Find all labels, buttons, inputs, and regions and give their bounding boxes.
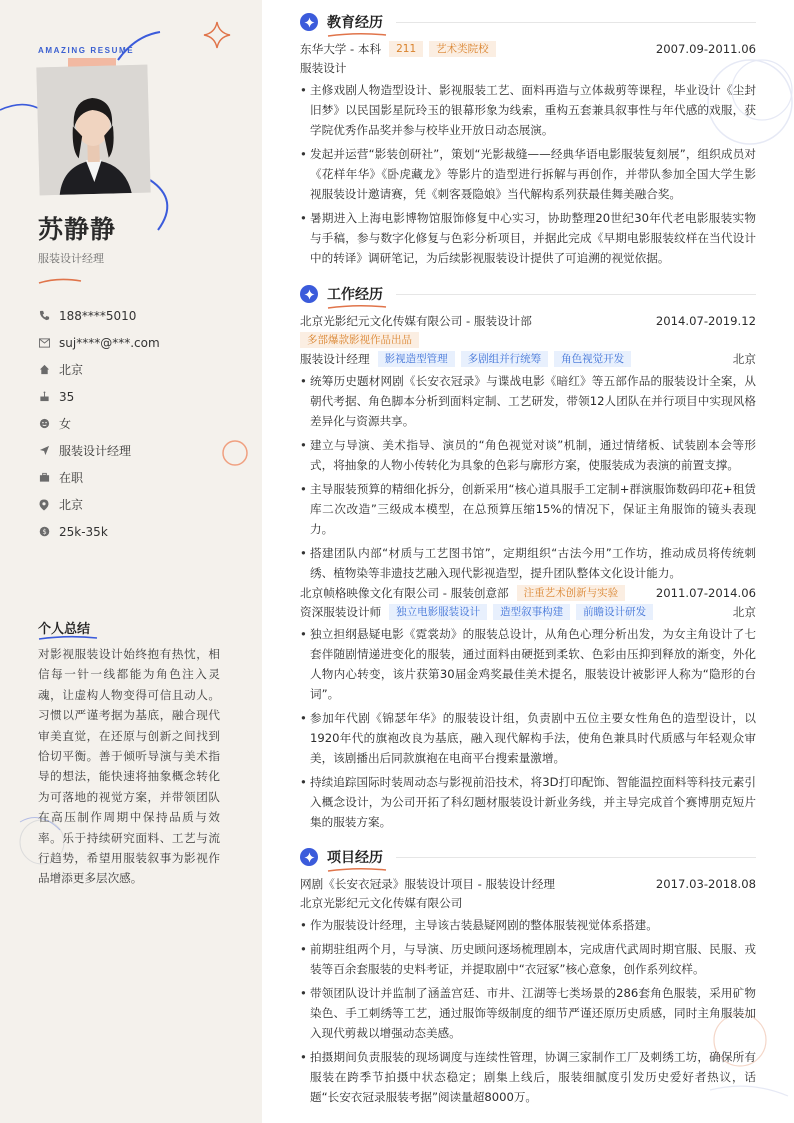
job-position-row [300,349,756,368]
contact-age-text: 35 [59,389,75,404]
phone-icon [38,310,50,322]
contact-location [38,491,160,518]
candidate-name: 苏静静 [38,215,117,244]
list-item: • 带领团队设计并监制了涵盖宫廷、市井、江湖等七类场景的286套角色服装，采用矿物染色、手工刺绣等工艺，通过服饰等级制度的细节严谨还原历史质感，同时主角服装加入现代剪裁以增强动态美感。 [300,983,756,1043]
major: 服装设计 [300,60,347,75]
contact-target-role [38,437,160,464]
list-item: • 前期驻组两个月，与导演、历史顾问逐场梳理剧本，完成唐代武周时期官服、民服、戎装等百余套服装的史料考证，并提取剧中“衣冠冢”核心意象，创作系列纹样。 [300,939,756,979]
section-sparkle-icon [300,848,318,866]
contact-gender [38,410,160,437]
send-icon [38,445,50,457]
position-tag: 角色视觉开发 [554,351,631,367]
list-item: • 统筹历史题材网剧《长安衣冠录》与谍战电影《暗红》等五部作品的服装设计全案，从朝代考据、角色脚本分析到面料定制、工艺研发，带领12人团队在并行项目中实现风格差异化与资源共享。 [300,371,756,431]
job-city: 北京 [732,604,756,619]
project-company-row [300,893,756,912]
list-item: • 作为服装设计经理，主导该古装悬疑网剧的整体服装视觉体系搭建。 [300,915,756,935]
project-name-row [300,874,756,893]
summary-underline [38,634,98,642]
job-date: 2014.07-2019.12 [655,313,756,328]
education-section-header [300,12,383,32]
list-item: • 主导服装预算的精细化拆分，创新采用“核心道具服手工定制+群演服饰数码印花+租赁库二次改造”三级成本模型，在总预算压缩15%的情况下，保证主角服饰的镜头表现力。 [300,479,756,539]
education-bullets [300,80,756,268]
briefcase-icon [38,472,50,484]
school-tag-211: 211 [389,41,423,57]
job-entry-1 [300,311,756,587]
amazing-resume-badge: AMAZING RESUME [38,46,135,55]
candidate-job-title: 服装设计经理 [38,252,104,265]
summary-text: 对影视服装设计始终抱有热忱，相信每一针一线都能为角色注入灵魂，让虚构人物变得可信且动人。习惯以严谨考据为基底，融合现代审美直觉，在还原与创新之间找到恰切平衡。善于倾听导演与美术指导的想法，能快速将抽象概念转化为可落地的视觉方案，并带领团队在高压制作周期中保持品质与效率。乐于持续研究面料、工艺与流行趋势，希望用服装叙事为影视作品增添更多层次感。 [38,647,220,886]
star-icon [202,20,232,50]
list-item: • 独立担纲悬疑电影《霓裳劫》的服装总设计，从角色心理分析出发，为女主角设计了七套伴随剧情递进变化的服装，通过面料由硬挺到柔软、色彩由压抑到释放的渐变，外化人物内心转变，该片获第30届金鸡奖最佳美术提名，服装设计被影评人称为“隐形的台词”。 [300,624,756,704]
education-entry [300,39,756,272]
project-date: 2017.03-2018.08 [655,876,756,891]
work-title: 工作经历 [327,287,383,303]
sidebar [0,0,262,1123]
school-name: 东华大学 - 本科 [300,41,382,56]
project-section-header [300,847,383,867]
job-company-row [300,311,756,330]
contact-residence-text: 北京 [59,363,84,377]
location-icon [38,499,50,511]
project-title: 项目经历 [327,850,383,866]
project-company: 北京光影纪元文化传媒有限公司 [300,895,463,910]
mail-icon [38,337,50,349]
list-item: • 建立与导演、美术指导、演员的“角色视觉对谈”机制，通过情绪板、试装剧本会等形式，将抽象的人物小传转化为具象的色彩与廓形方案，使服装成为表演的前置支撑。 [300,435,756,475]
contact-gender-text: 女 [59,417,72,431]
position-tag: 独立电影服装设计 [389,604,487,620]
job-date: 2011.07-2014.06 [655,585,756,600]
job-position-row [300,602,756,621]
job-highlight-row [300,330,756,349]
company-tag: 注重艺术创新与实验 [517,585,626,601]
school-tag-art: 艺术类院校 [429,41,496,57]
list-item: • 主修戏剧人物造型设计、影视服装工艺、面料再造与立体裁剪等课程，毕业设计《尘封旧梦》以民国影星阮玲玉的银幕形象为线索，重构五套兼具叙事性与年代感的戏服，获学院优秀作品奖并参与校毕业开放日动态展演。 [300,80,756,140]
job-bullets [300,371,756,583]
work-section-header [300,284,383,304]
major-row [300,58,756,77]
contact-target-role-text: 服装设计经理 [59,444,132,458]
education-row [300,39,756,58]
cake-icon [38,391,50,403]
job-bullets [300,624,756,832]
contact-phone-text: 188****5010 [59,308,137,323]
education-date: 2007.09-2011.06 [655,41,756,56]
contact-email [38,329,160,356]
job-company: 北京光影纪元文化传媒有限公司 - 服装设计部 [300,313,532,328]
position-tag: 多剧组并行统筹 [461,351,549,367]
list-item: • 发起并运营“影装创研社”，策划“光影裁缝——经典华语电影服装复刻展”，组织成员对《花样年华》《卧虎藏龙》等影片的造型进行拆解与再创作，并带队参加全国大学生影视服装设计邀请赛，凭《刺客聂隐娘》当代解构系列获最佳舞美融合奖。 [300,144,756,204]
education-title: 教育经历 [327,15,383,31]
job-company: 北京帧格映像文化有限公司 - 服装创意部 [300,585,509,600]
work-rule [396,294,756,295]
section-sparkle-icon [300,13,318,31]
gender-icon [38,418,50,430]
job-company-row [300,583,756,602]
position-tag: 造型叙事构建 [493,604,570,620]
project-bullets [300,915,756,1107]
education-title-underline [327,32,387,38]
contact-list [38,302,160,545]
job-position: 服装设计经理 [300,351,370,366]
contact-location-text: 北京 [59,498,84,512]
job-entry-2 [300,583,756,836]
education-rule [396,22,756,23]
summary-title: 个人总结 [38,622,91,637]
contact-phone [38,302,160,329]
contact-residence [38,356,160,383]
list-item: • 暑期进入上海电影博物馆服饰修复中心实习，协助整理20世纪30年代老电影服装实物与手稿，参与数字化修复与色彩分析项目，并据此完成《早期电影服装纹样在当代设计中的转译》调研笔记，为后续影视服装设计提供了可追溯的视觉依据。 [300,208,756,268]
avatar [36,65,150,196]
list-item: • 拍摄期间负责服装的现场调度与连续性管理，协调三家制作工厂及刺绣工坊，确保所有服装在跨季节拍摄中状态稳定；剧集上线后，服装细腻度引发历史爱好者热议，话题“长安衣冠录服装考据”阅读量超8000万。 [300,1047,756,1107]
work-title-underline [327,304,387,310]
list-item: • 持续追踪国际时装周动态与影视前沿技术，将3D打印配饰、智能温控面料等科技元素引入概念设计，为公司开拓了科幻题材服装设计新业务线，并主导完成首个赛博朋克短片集的服装方案。 [300,772,756,832]
project-title-underline [327,867,387,873]
contact-status-text: 在职 [59,471,84,485]
project-name: 网剧《长安衣冠录》服装设计项目 - 服装设计经理 [300,876,556,891]
position-tag: 前瞻设计研发 [576,604,653,620]
job-highlight-tag: 多部爆款影视作品出品 [300,332,419,348]
project-rule [396,857,756,858]
contact-salary [38,518,160,545]
list-item: • 搭建团队内部“材质与工艺图书馆”，定期组织“古法今用”工作坊，推动成员将传统刺绣、植物染等非遗技艺融入现代影视造型，提升团队整体文化设计能力。 [300,543,756,583]
salary-icon [38,526,50,538]
contact-salary-text: 25k-35k [59,524,108,539]
job-position: 资深服装设计师 [300,604,382,619]
list-item: • 参加年代剧《锦瑟年华》的服装设计组，负责剧中五位主要女性角色的造型设计，以1920年代的旗袍改良为基底，融入现代解构手法，使角色兼具时代质感与年轻观众审美，该剧播出后同款旗袍在电商平台搜索量激增。 [300,708,756,768]
position-tag: 影视造型管理 [378,351,455,367]
contact-status [38,464,160,491]
project-entry [300,874,756,1111]
contact-email-text: suj****@***.com [59,335,160,350]
job-city: 北京 [732,351,756,366]
section-sparkle-icon [300,285,318,303]
name-underline [38,277,82,285]
svg-text:$: $ [41,527,47,536]
contact-age [38,383,160,410]
home-icon [38,364,50,376]
